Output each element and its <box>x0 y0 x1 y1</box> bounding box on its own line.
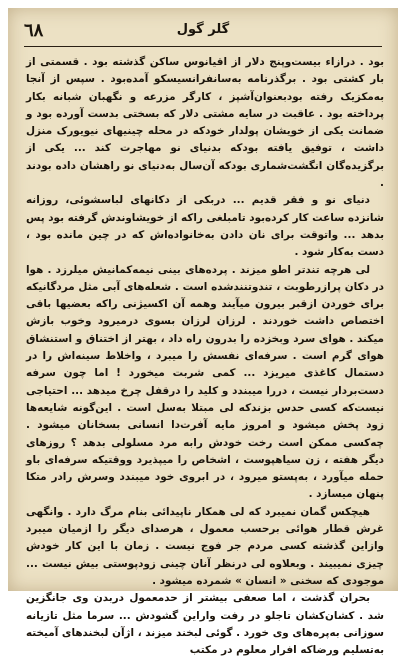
paragraph: بود . درازاء بیست‌وپنج دلار از اقیانوس ساکن گذشته بود . قسمتی از بار کشتی بود . برگذرنامه به‌سانفرانسیسکو آمده‌بود . سپس از آنجا به‌مکزیک رفته بود‌بعنوان‌آشپز ، کارگر مزرعه و نگهبان شبانه بکار پرداخته بود . عاقبت در سایه مشتی دلار که بسختی بدست آورده بود و ضمانت یکی از خویشان پولدار خودکه در محله چینیهای نیویورک منزل داشت ، توفیق یافته بودکه بدنیای نو مهاجرت کند ... یکی از برگزیده‌گان انگشت‌شماری بودکه آن‌سال به‌دنیای نو راهشان داده بودند . <box>26 56 384 190</box>
body-text <box>26 54 384 657</box>
book-page <box>8 8 398 657</box>
header-rule <box>24 46 382 47</box>
page-header <box>24 18 382 44</box>
running-title: گلر گول <box>176 22 230 37</box>
paragraph: هیچکس گمان نمیبرد که لی همکار ناپیدائی بنام مرگ دارد . وانگهی غرش قطار هوائی برحسب معمول ، هرصدای دیگر را ازمیان میبرد وازاین گذشته کسی مردم جر فوج نیست . زمان با این کار خودش چیزی نمیبیند . وبعلاوه لی درنظر آنان چینی زودپوستی بیش نیست ... موجودی که سخنی « انسان » شمرده میشود . <box>26 505 384 587</box>
paragraph: بحران گذشت ، اما صعفی بیشتر از حدمعمول دربدن وی جانگزین شد . کشان‌کشان تاجلو در رفت واراین گشودش ... سرما مثل تازیانه سوزانی به‌پره‌های وی خورد . گوئی لبخند میزند ، اژآن لبخندهای آمیخته به‌تسلیم ورضاکه افرار معلوم در مکتب <box>26 592 384 657</box>
paragraph: دنیای نو و فقر قدیم ... دربکی از دکانهای لباسشوئی، روزانه شانزده ساعت کار کرده‌بود تامبلغی راکه از خویشاوندش گرفته بود پس بدهد ... واتوقت برای نان دادن به‌خانواده‌اش که در چین مانده بود ، دست به‌کار شود . <box>26 194 384 259</box>
page-number: ٦٨ <box>24 20 44 41</box>
paragraph: لی هرچه تندتر اطو میزند . پرده‌های بینی نیمه‌کمانیش میلرزد . هوا در دکان پرازرطوبت ، تندوتنندشده است . شعله‌های آبی مثل مردگانیکه برای خوردن ازقبر بیرون میآیند وهمه آن اکسیژنی راکه بعضیها باقی اختصاص داشت خوردند . لرزان لرزان بسوی درمیرود وخوب بازش میکند . هوای سرد وبخزده را بدرون راه داد ، بهتر از اختناق و استنشاق هوای گرم است . سرفه‌ای نفسش را میبرد ، واخلاط سینه‌اش را در دستمال کاغذی میریزد ... کمی شربت میخورد ! اما چون سرفه دست‌بردار نیست ، دررا میبندد و کلید را درقفل چرخ میدهد ... احتیاجی نیست‌که کسی حدس بزندکه لی مبتلا به‌سل است . این‌گونه شایعه‌ها زود پخش میشود و امروز مایه آفرت‌دا انسانی بسخانان میشود . چه‌کسی ممکن است رخت خودش رابه مرد مسلولی بدهد ؟ روزهای دیگر هفته ، زن سیاهپوست ، اشخاص را میپذیرد ووقتیکه سرفه‌ای باو حمله میآورد ، به‌پستو میرود ، در ابروی خود میبندد وسرش رادر متکا پنهان میسازد . <box>26 263 384 501</box>
